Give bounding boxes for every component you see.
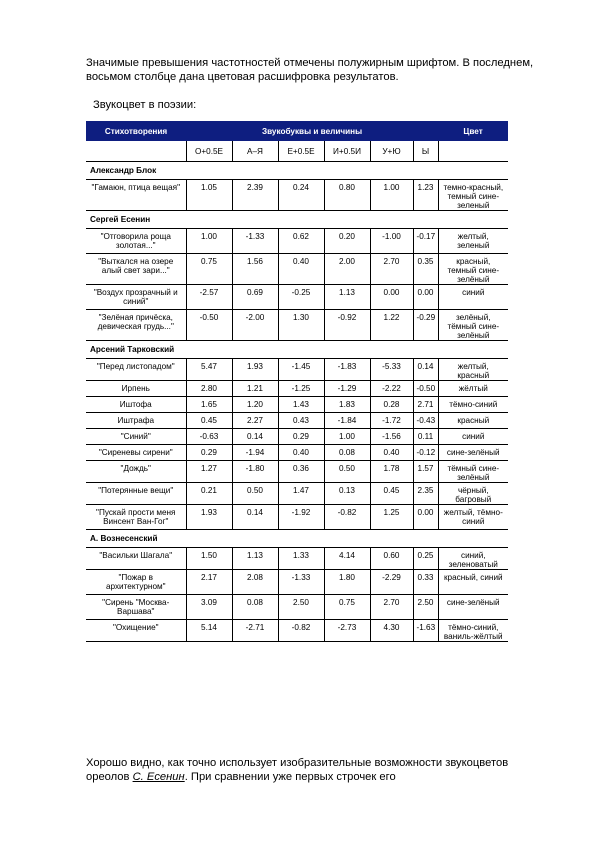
header-values: Звукобуквы и величины	[186, 121, 438, 141]
value-cell: -0.92	[324, 310, 370, 341]
value-cell: 0.24	[278, 180, 324, 211]
poem-title: "Охищение"	[86, 620, 186, 642]
value-cell: -1.80	[232, 461, 278, 483]
value-cell: 1.57	[413, 461, 438, 483]
subheader-cell: О+0.5Е	[186, 141, 232, 162]
value-cell: -0.43	[413, 413, 438, 429]
value-cell: -1.45	[278, 359, 324, 381]
value-cell: 2.00	[324, 254, 370, 285]
value-cell: -2.22	[370, 381, 413, 397]
table-row	[86, 397, 508, 413]
value-cell: 0.75	[324, 595, 370, 620]
poem-title: Ирпень	[86, 381, 186, 397]
poem-title: "Дождь"	[86, 461, 186, 483]
poem-title: "Зелёная причёска, девическая грудь..."	[86, 310, 186, 341]
value-cell: 1.23	[413, 180, 438, 211]
value-cell: 0.75	[186, 254, 232, 285]
value-cell: -1.84	[324, 413, 370, 429]
table-row	[86, 548, 508, 570]
poem-title: "Пускай прости меня Винсент Ван-Гог"	[86, 505, 186, 530]
color-cell: темно-красный, темный сине-зеленый	[438, 180, 508, 211]
value-cell: 0.36	[278, 461, 324, 483]
value-cell: -0.29	[413, 310, 438, 341]
poem-title: Иштофа	[86, 397, 186, 413]
value-cell: 0.21	[186, 483, 232, 505]
value-cell: -1.33	[232, 229, 278, 254]
color-cell: красный	[438, 413, 508, 429]
value-cell: -2.00	[232, 310, 278, 341]
header-color: Цвет	[438, 121, 508, 141]
table-row	[86, 429, 508, 445]
value-cell: 1.56	[232, 254, 278, 285]
value-cell: 0.25	[413, 548, 438, 570]
color-cell: желтый, тёмно-синий	[438, 505, 508, 530]
value-cell: -0.17	[413, 229, 438, 254]
color-cell: тёмно-синий	[438, 397, 508, 413]
value-cell: -1.94	[232, 445, 278, 461]
value-cell: 1.22	[370, 310, 413, 341]
value-cell: 1.30	[278, 310, 324, 341]
color-cell: жёлтый	[438, 381, 508, 397]
value-cell: 0.11	[413, 429, 438, 445]
table-row	[86, 505, 508, 530]
color-cell: зелёный, тёмный сине-зелёный	[438, 310, 508, 341]
color-cell: желтый, красный	[438, 359, 508, 381]
value-cell: 0.28	[370, 397, 413, 413]
value-cell: 0.00	[413, 285, 438, 310]
value-cell: -1.00	[370, 229, 413, 254]
outro-text: Хорошо видно, как точно использует изобразительные возможности звукоцветов ореолов	[86, 757, 509, 783]
value-cell: 0.14	[413, 359, 438, 381]
value-cell: 1.05	[186, 180, 232, 211]
value-cell: 0.29	[278, 429, 324, 445]
value-cell: 4.14	[324, 548, 370, 570]
value-cell: 2.39	[232, 180, 278, 211]
subheader-cell: Е+0.5Е	[278, 141, 324, 162]
table-row	[86, 254, 508, 285]
subheader-cell: И+0.5И	[324, 141, 370, 162]
poem-title: "Пожар в архитектурном"	[86, 570, 186, 595]
table-row	[86, 570, 508, 595]
value-cell: -2.29	[370, 570, 413, 595]
value-cell: 1.65	[186, 397, 232, 413]
value-cell: 0.45	[370, 483, 413, 505]
value-cell: -1.72	[370, 413, 413, 429]
value-cell: 0.69	[232, 285, 278, 310]
value-cell: 0.14	[232, 505, 278, 530]
color-cell: сине-зелёный	[438, 445, 508, 461]
table-caption: Звукоцвет в поэзии:	[93, 99, 197, 111]
value-cell: 2.50	[278, 595, 324, 620]
author-heading: Арсений Тарковский	[86, 341, 508, 359]
value-cell: 0.14	[232, 429, 278, 445]
value-cell: 1.13	[232, 548, 278, 570]
color-cell: тёмный сине-зелёный	[438, 461, 508, 483]
value-cell: 0.08	[232, 595, 278, 620]
value-cell: 4.30	[370, 620, 413, 642]
table-row	[86, 359, 508, 381]
value-cell: 1.78	[370, 461, 413, 483]
table-row	[86, 620, 508, 642]
table-row	[86, 229, 508, 254]
value-cell: -0.12	[413, 445, 438, 461]
table-row	[86, 461, 508, 483]
value-cell: 1.27	[186, 461, 232, 483]
value-cell: 0.08	[324, 445, 370, 461]
color-cell: красный, синий	[438, 570, 508, 595]
value-cell: 1.21	[232, 381, 278, 397]
subheader-cell: У+Ю	[370, 141, 413, 162]
value-cell: 0.00	[370, 285, 413, 310]
value-cell: -5.33	[370, 359, 413, 381]
subheader-cell: Ы	[413, 141, 438, 162]
color-cell: желтый, зеленый	[438, 229, 508, 254]
subheader-cell: А–Я	[232, 141, 278, 162]
value-cell: 1.83	[324, 397, 370, 413]
table-row	[86, 483, 508, 505]
value-cell: 0.35	[413, 254, 438, 285]
value-cell: 0.33	[413, 570, 438, 595]
value-cell: 1.50	[186, 548, 232, 570]
value-cell: 0.29	[186, 445, 232, 461]
value-cell: -0.82	[278, 620, 324, 642]
poem-title: "Синий"	[86, 429, 186, 445]
color-cell: тёмно-синий, ваниль-жёлтый	[438, 620, 508, 642]
value-cell: 0.40	[278, 254, 324, 285]
value-cell: 1.33	[278, 548, 324, 570]
value-cell: 0.80	[324, 180, 370, 211]
value-cell: 1.00	[186, 229, 232, 254]
value-cell: 0.60	[370, 548, 413, 570]
value-cell: -1.56	[370, 429, 413, 445]
sound-color-table	[86, 121, 508, 642]
value-cell: 1.93	[186, 505, 232, 530]
value-cell: 1.25	[370, 505, 413, 530]
poem-title: "Сирень "Москва-Варшава"	[86, 595, 186, 620]
color-cell: синий, зеленоватый	[438, 548, 508, 570]
value-cell: -1.92	[278, 505, 324, 530]
value-cell: -1.83	[324, 359, 370, 381]
outro-text-end: . При сравнении уже первых строчек его	[184, 771, 396, 783]
value-cell: 0.45	[186, 413, 232, 429]
table-row	[86, 445, 508, 461]
value-cell: -1.29	[324, 381, 370, 397]
poem-title: "Отговорила роща золотая..."	[86, 229, 186, 254]
table-row	[86, 595, 508, 620]
value-cell: -2.73	[324, 620, 370, 642]
value-cell: 5.47	[186, 359, 232, 381]
author-link[interactable]: С. Есенин	[132, 771, 185, 783]
value-cell: 2.70	[370, 254, 413, 285]
value-cell: 1.13	[324, 285, 370, 310]
value-cell: 5.14	[186, 620, 232, 642]
value-cell: 0.43	[278, 413, 324, 429]
color-cell: чёрный, багровый	[438, 483, 508, 505]
table-row	[86, 180, 508, 211]
poem-title: "Потерянные вещи"	[86, 483, 186, 505]
color-cell: сине-зелёный	[438, 595, 508, 620]
author-heading: А. Вознесенский	[86, 530, 508, 548]
value-cell: -1.63	[413, 620, 438, 642]
subheader-blank	[86, 141, 186, 162]
table-row	[86, 413, 508, 429]
value-cell: 0.50	[232, 483, 278, 505]
value-cell: -2.71	[232, 620, 278, 642]
value-cell: -0.50	[186, 310, 232, 341]
value-cell: -1.33	[278, 570, 324, 595]
value-cell: 0.62	[278, 229, 324, 254]
intro-paragraph: Значимые превышения частотностей отмечены полужирным шрифтом. В последнем, восьмом столбце дана цветовая расшифровка результатов.	[86, 57, 534, 83]
value-cell: 2.08	[232, 570, 278, 595]
value-cell: 1.00	[370, 180, 413, 211]
value-cell: -1.25	[278, 381, 324, 397]
color-cell: синий	[438, 285, 508, 310]
value-cell: -0.82	[324, 505, 370, 530]
value-cell: 1.43	[278, 397, 324, 413]
table-row	[86, 285, 508, 310]
value-cell: 2.70	[370, 595, 413, 620]
outro-paragraph	[86, 756, 536, 784]
value-cell: 0.50	[324, 461, 370, 483]
poem-title: "Гамаюн, птица вещая"	[86, 180, 186, 211]
value-cell: 2.71	[413, 397, 438, 413]
table-row	[86, 310, 508, 341]
value-cell: 1.00	[324, 429, 370, 445]
poem-title: "Воздух прозрачный и синий"	[86, 285, 186, 310]
value-cell: 0.20	[324, 229, 370, 254]
value-cell: 1.93	[232, 359, 278, 381]
value-cell: 2.50	[413, 595, 438, 620]
poem-title: Иштрафа	[86, 413, 186, 429]
poem-title: "Выткался на озере алый свет зари..."	[86, 254, 186, 285]
value-cell: 2.17	[186, 570, 232, 595]
color-cell: синий	[438, 429, 508, 445]
value-cell: 1.20	[232, 397, 278, 413]
author-heading: Сергей Есенин	[86, 211, 508, 229]
value-cell: 2.80	[186, 381, 232, 397]
value-cell: 2.27	[232, 413, 278, 429]
author-heading: Александр Блок	[86, 162, 508, 180]
poem-title: "Перед листопадом"	[86, 359, 186, 381]
value-cell: 0.00	[413, 505, 438, 530]
value-cell: 3.09	[186, 595, 232, 620]
value-cell: 0.40	[370, 445, 413, 461]
value-cell: 1.47	[278, 483, 324, 505]
value-cell: -2.57	[186, 285, 232, 310]
poem-title: "Васильки Шагала"	[86, 548, 186, 570]
value-cell: -0.50	[413, 381, 438, 397]
value-cell: -0.63	[186, 429, 232, 445]
header-poems: Стихотворения	[86, 121, 186, 141]
subheader-blank	[438, 141, 508, 162]
value-cell: 0.13	[324, 483, 370, 505]
value-cell: -0.25	[278, 285, 324, 310]
value-cell: 2.35	[413, 483, 438, 505]
table-row	[86, 381, 508, 397]
value-cell: 0.40	[278, 445, 324, 461]
color-cell: красный, темный сине-зелёный	[438, 254, 508, 285]
value-cell: 1.80	[324, 570, 370, 595]
poem-title: "Сиреневы сирени"	[86, 445, 186, 461]
